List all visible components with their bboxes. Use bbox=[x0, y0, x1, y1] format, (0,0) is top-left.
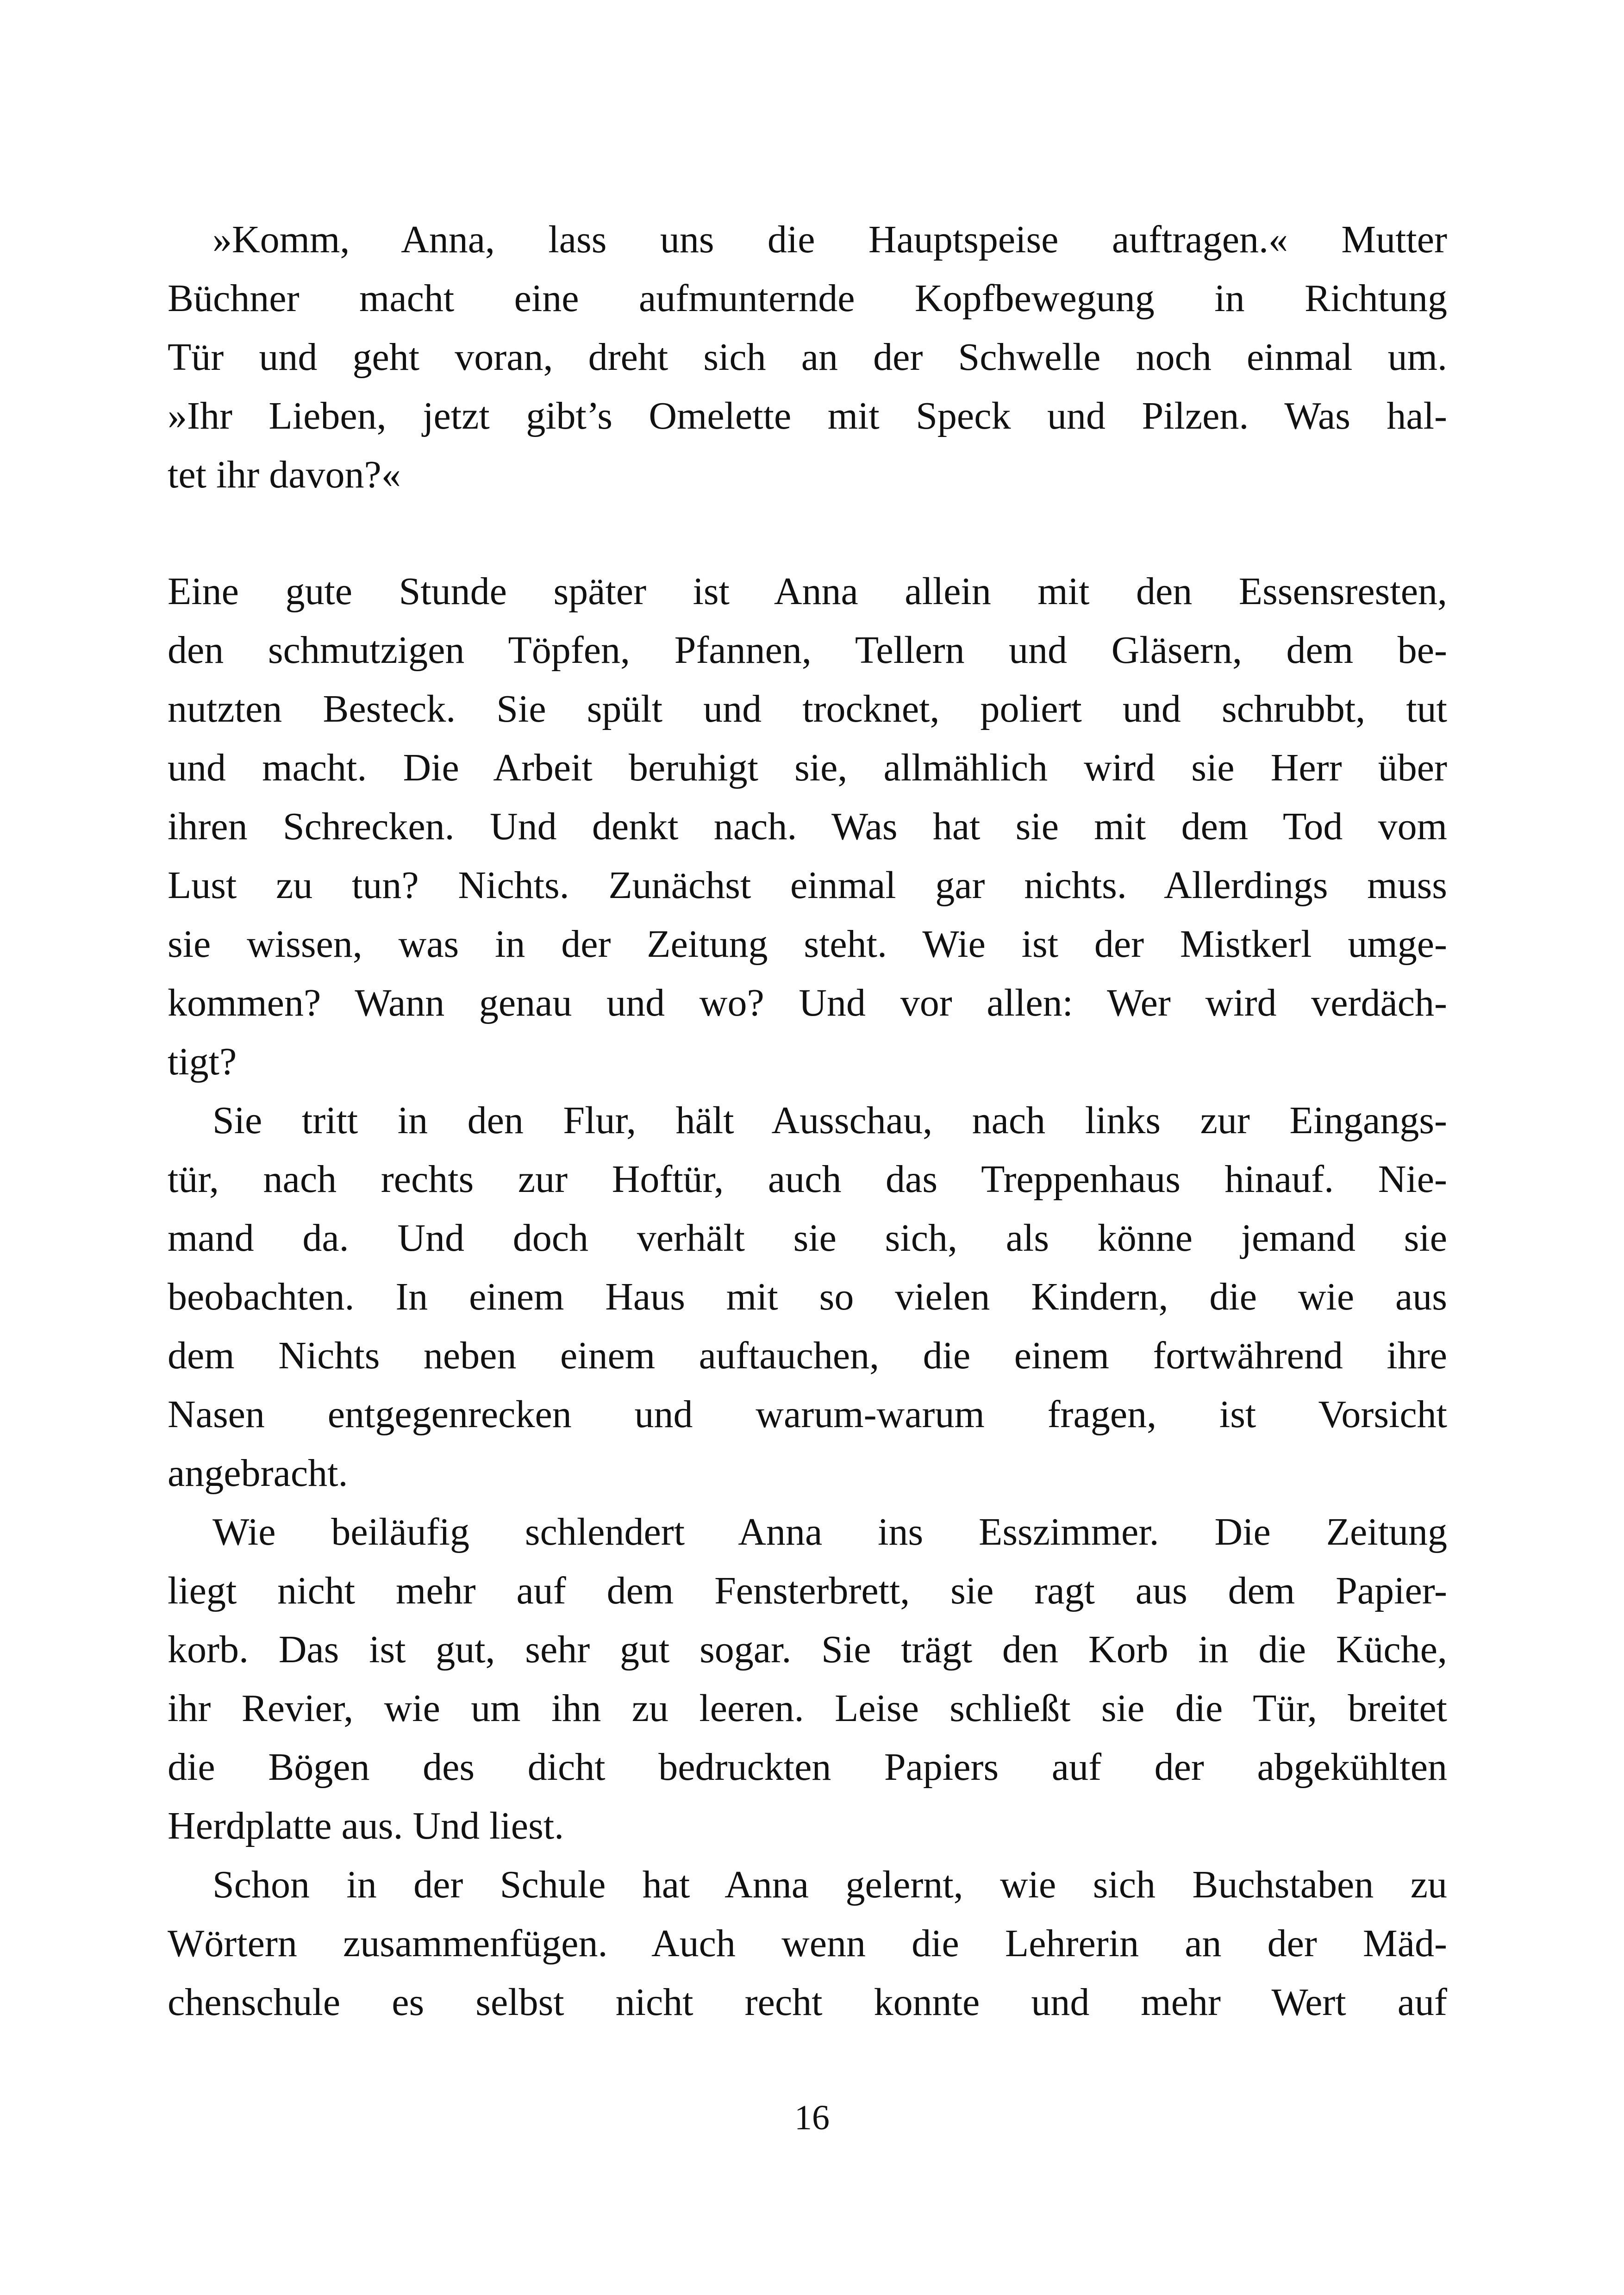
text-line: tigt? bbox=[168, 1040, 237, 1083]
page-number: 16 bbox=[794, 2098, 830, 2137]
text-line: Lust zu tun? Nichts. Zunächst einmal gar nichts. Allerdings muss bbox=[168, 864, 1447, 907]
paragraph-dialogue bbox=[168, 210, 1447, 504]
text-line: sie wissen, was in der Zeitung steht. Wie ist der Mistkerl umge- bbox=[168, 923, 1447, 966]
text-line: tür, nach rechts zur Hoftür, auch das Treppenhaus hinauf. Nie- bbox=[168, 1158, 1447, 1201]
text-line: Nasen entgegenrecken und warum-warum fragen, ist Vorsicht bbox=[168, 1393, 1447, 1436]
text-line: ihren Schrecken. Und denkt nach. Was hat sie mit dem Tod vom bbox=[168, 805, 1447, 848]
text-line: Eine gute Stunde später ist Anna allein mit den Essensresten, bbox=[168, 570, 1447, 613]
text-line: den schmutzigen Töpfen, Pfannen, Tellern und Gläsern, dem be- bbox=[168, 629, 1447, 672]
text-line: korb. Das ist gut, sehr gut sogar. Sie trägt den Korb in die Küche, bbox=[168, 1628, 1447, 1671]
text-line: ihr Revier, wie um ihn zu leeren. Leise schließt sie die Tür, breitet bbox=[168, 1687, 1447, 1730]
text-line: beobachten. In einem Haus mit so vielen Kindern, die wie aus bbox=[168, 1275, 1447, 1318]
text-line: dem Nichts neben einem auftauchen, die einem fortwährend ihre bbox=[168, 1334, 1447, 1377]
text-line: »Ihr Lieben, jetzt gibt’s Omelette mit Speck und Pilzen. Was hal- bbox=[168, 394, 1447, 437]
text-line: die Bögen des dicht bedruckten Papiers auf der abgekühlten bbox=[168, 1746, 1447, 1789]
text-line: Wie beiläufig schlendert Anna ins Esszimmer. Die Zeitung bbox=[212, 1510, 1447, 1553]
text-line: angebracht. bbox=[168, 1452, 348, 1495]
text-line: kommen? Wann genau und wo? Und vor allen: Wer wird verdäch- bbox=[168, 981, 1447, 1024]
text-line: »Komm, Anna, lass uns die Hauptspeise auftragen.« Mutter bbox=[212, 218, 1447, 261]
text-line: mand da. Und doch verhält sie sich, als könne jemand sie bbox=[168, 1216, 1447, 1260]
text-line: Herdplatte aus. Und liest. bbox=[168, 1804, 564, 1847]
text-line: Büchner macht eine aufmunternde Kopfbewegung in Richtung bbox=[168, 277, 1447, 320]
text-line: liegt nicht mehr auf dem Fensterbrett, sie ragt aus dem Papier- bbox=[168, 1569, 1447, 1612]
text-line: Wörtern zusammenfügen. Auch wenn die Lehrerin an der Mäd- bbox=[168, 1922, 1447, 1965]
text-line: und macht. Die Arbeit beruhigt sie, allmählich wird sie Herr über bbox=[168, 746, 1447, 789]
text-line: nutzten Besteck. Sie spült und trocknet, poliert und schrubbt, tut bbox=[168, 687, 1447, 730]
text-line: chenschule es selbst nicht recht konnte und mehr Wert auf bbox=[168, 1981, 1447, 2024]
text-line: Schon in der Schule hat Anna gelernt, wie sich Buchstaben zu bbox=[212, 1863, 1447, 1906]
text-line: Tür und geht voran, dreht sich an der Schwelle noch einmal um. bbox=[168, 336, 1447, 379]
text-line: Sie tritt in den Flur, hält Ausschau, nach links zur Eingangs- bbox=[212, 1099, 1447, 1142]
text-line: tet ihr davon?« bbox=[168, 453, 401, 496]
text-section bbox=[168, 562, 1447, 2032]
